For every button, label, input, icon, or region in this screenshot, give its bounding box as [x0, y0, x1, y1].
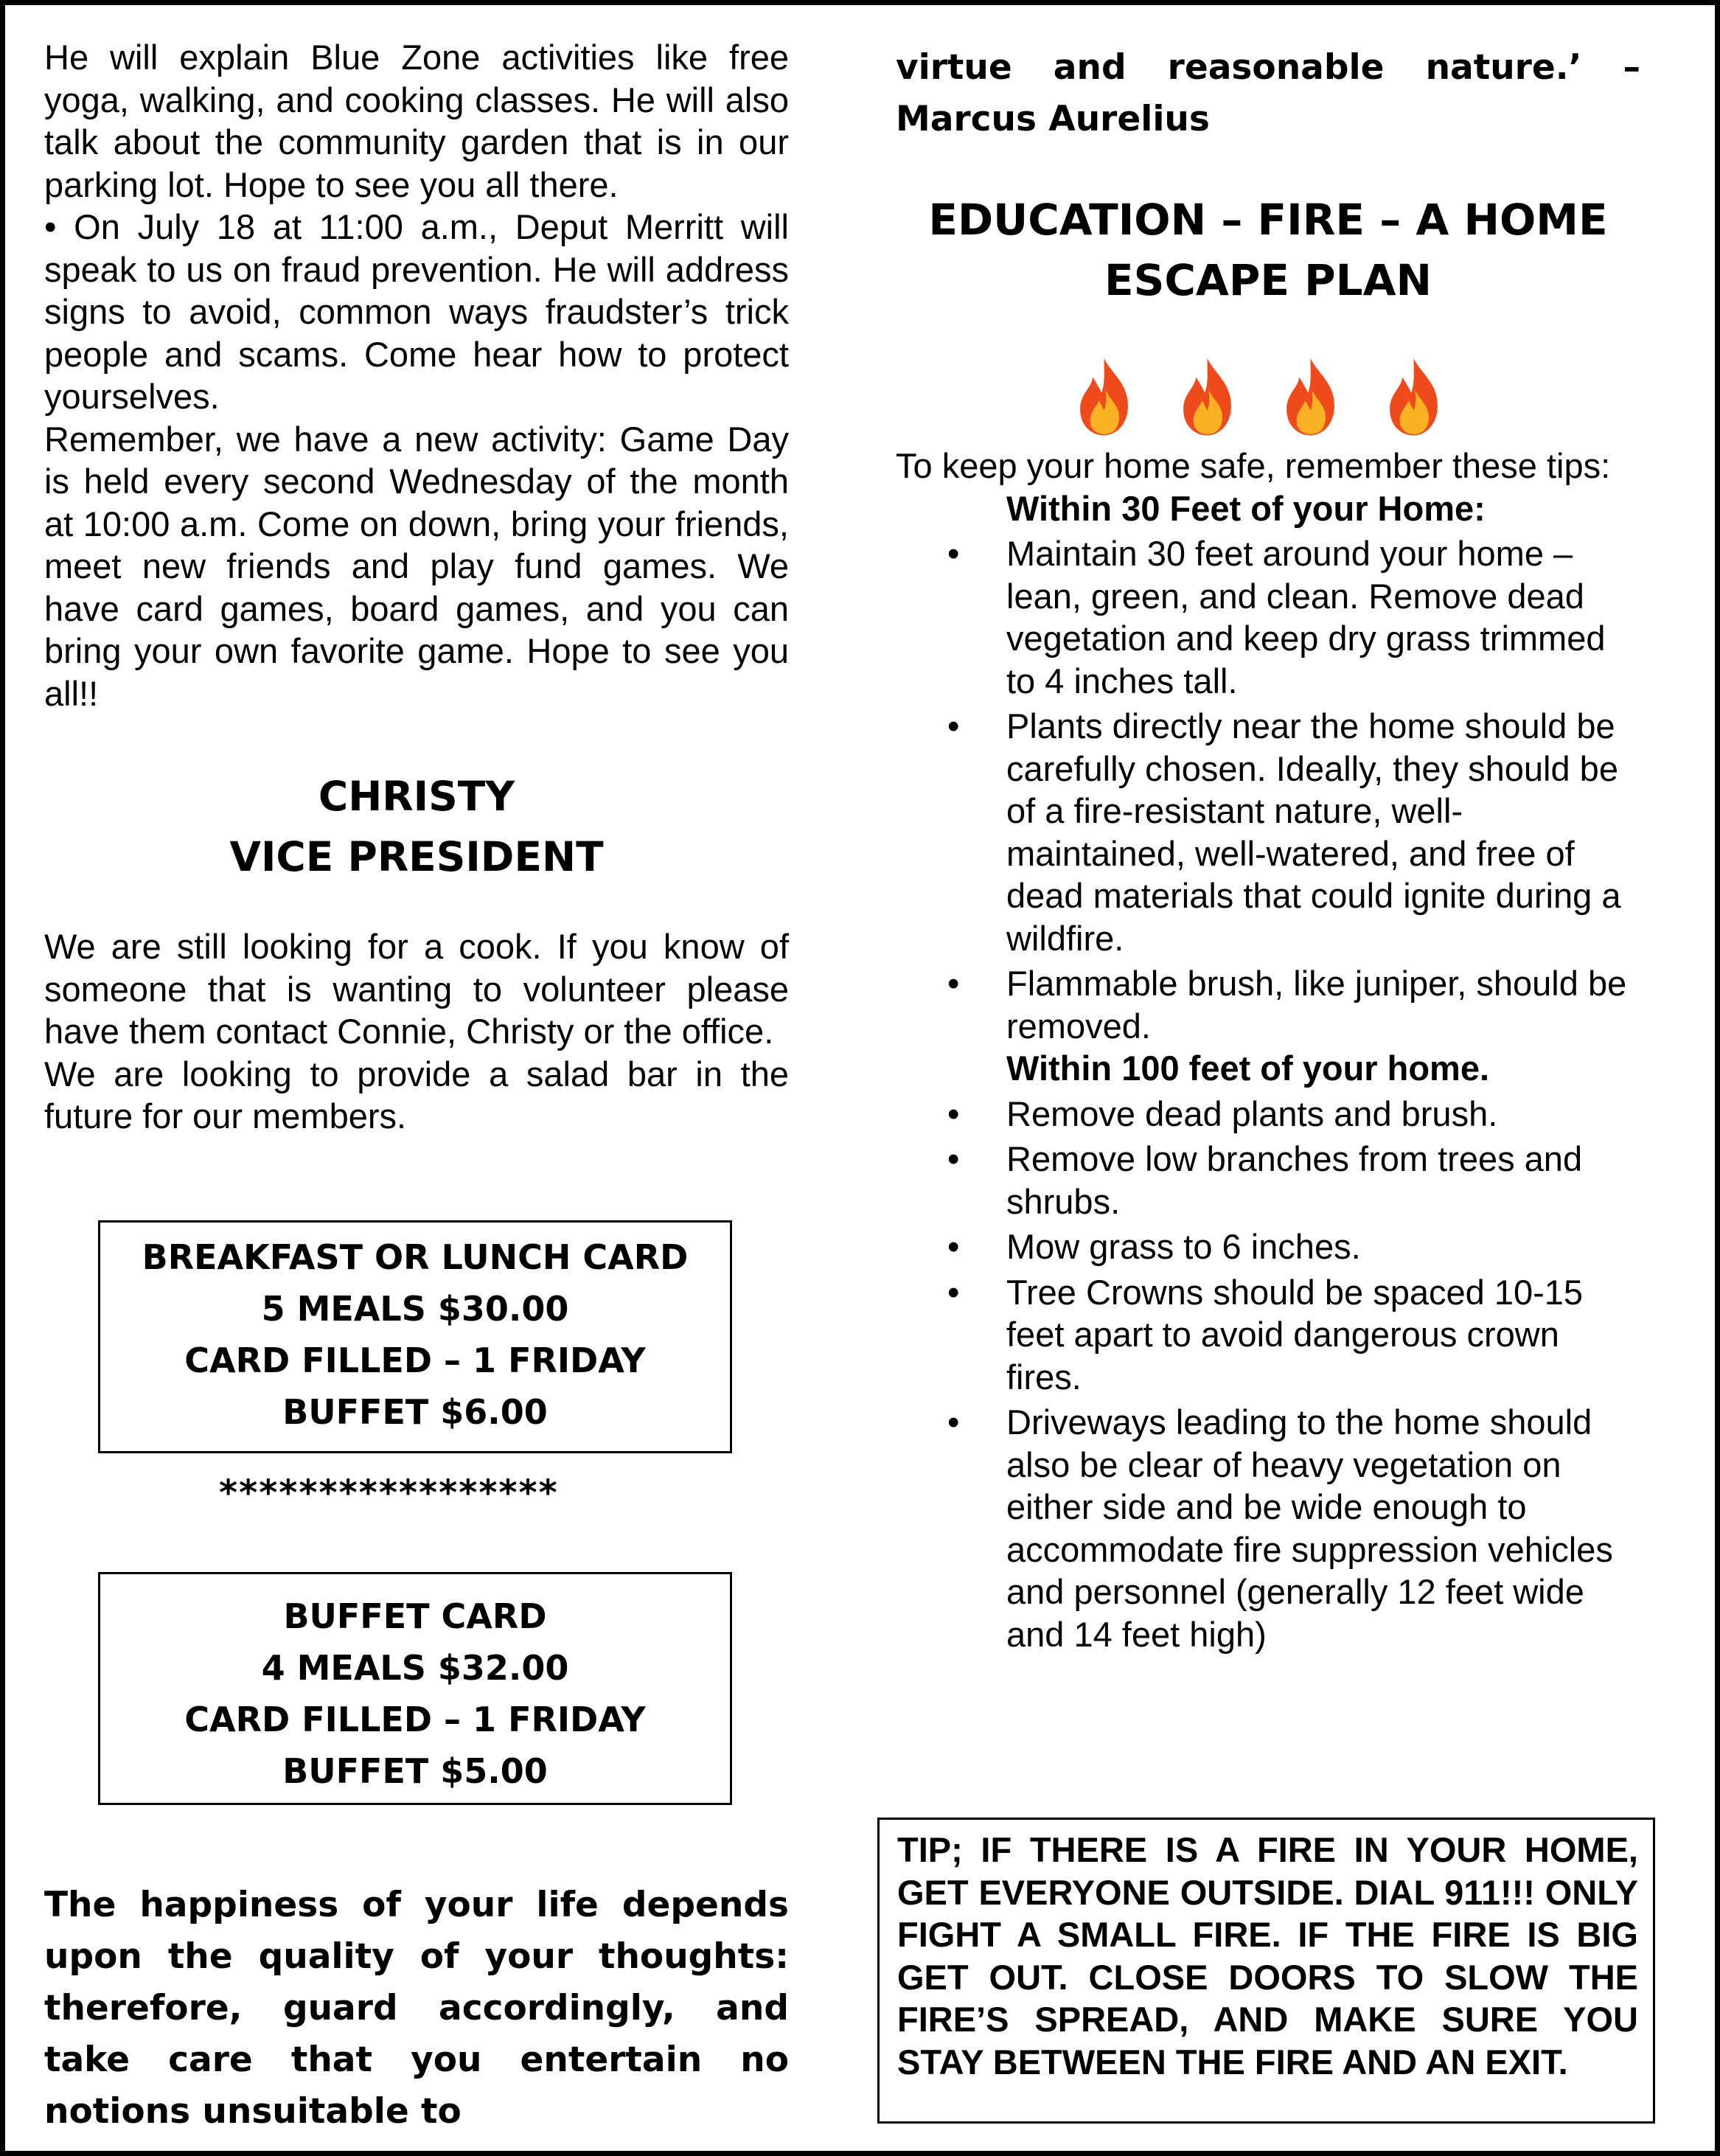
tips-100-list — [896, 1093, 1640, 1656]
fire-tip-box — [877, 1818, 1655, 2124]
flame-icon-row — [1073, 355, 1640, 437]
salad-bar-paragraph: We are looking to provide a salad bar in the future for our members. — [44, 1054, 789, 1136]
card-meals: 5 MEALS $30.00 — [261, 1289, 569, 1329]
card-filled: CARD FILLED – 1 FRIDAY — [184, 1340, 646, 1380]
list-item — [896, 532, 1640, 702]
list-item — [896, 1271, 1640, 1399]
within-30-feet-heading: Within 30 Feet of your Home: — [1006, 488, 1486, 528]
tip-text: Tree Crowns should be spaced 10-15 feet apart to avoid dangerous crown fires. — [1006, 1272, 1584, 1397]
buffet-card-box — [98, 1572, 732, 1805]
marcus-aurelius-quote: The happiness of your life depends upon the quality of your thoughts: therefore, guard accordingly, and take care that you entertain no notions unsuitable to — [44, 1885, 789, 2132]
tip-text: Mow grass to 6 inches. — [1006, 1227, 1361, 1266]
fire-icon — [1279, 355, 1342, 437]
left-column — [44, 36, 789, 1138]
breakfast-lunch-card-box — [98, 1220, 732, 1453]
escape-plan-heading: ESCAPE PLAN — [1104, 255, 1432, 305]
card-buffet: BUFFET $6.00 — [282, 1392, 548, 1432]
bullet-icon: • — [947, 1272, 960, 1312]
within-100-feet-heading: Within 100 feet of your home. — [1006, 1049, 1490, 1088]
card-buffet: BUFFET $5.00 — [282, 1751, 548, 1791]
tip-text: Plants directly near the home should be carefully chosen. Ideally, they should be of a fire-resistant nature, well-maintained, well-watered, and free of dead materials that could ignite during a wildfire. — [1006, 706, 1621, 958]
card-meals: 4 MEALS $32.00 — [261, 1648, 569, 1688]
game-day-paragraph: Remember, we have a new activity: Game Day is held every second Wednesday of the month at 10:00 a.m. Come on down, bring your friends, meet new friends and play fund games. We have card games, board games, and you can bring your own favorite game. Hope to see you all!! — [44, 419, 789, 713]
list-item — [896, 1225, 1640, 1268]
fire-icon — [1176, 355, 1239, 437]
bullet-icon: • — [947, 1402, 960, 1442]
stars-divider: ***************** — [219, 1472, 559, 1514]
card-title: BREAKFAST OR LUNCH CARD — [142, 1237, 689, 1277]
fire-tip-text: TIP; IF THERE IS A FIRE IN YOUR HOME, GET EVERYONE OUTSIDE. DIAL 911!!! ONLY FIGHT A SMALL FIRE. IF THE FIRE IS BIG GET OUT. CLOSE DOORS TO SLOW THE FIRE’S SPREAD, AND MAKE SURE YOU STAY BETWEEN THE FIRE AND AN EXIT. — [897, 1830, 1638, 2082]
card-filled: CARD FILLED – 1 FRIDAY — [184, 1700, 646, 1739]
vp-title-heading: VICE PRESIDENT — [229, 833, 604, 880]
list-item — [896, 1093, 1640, 1136]
list-item — [896, 705, 1640, 959]
bullet-icon: • — [947, 1093, 960, 1133]
right-column — [896, 42, 1640, 1655]
card-title: BUFFET CARD — [283, 1596, 547, 1636]
list-item — [896, 1138, 1640, 1223]
tips-30-list — [896, 532, 1640, 1047]
fire-education-heading: EDUCATION – FIRE – A HOME — [928, 195, 1608, 245]
tip-text: Driveways leading to the home should also be clear of heavy vegetation on either side and be wide enough to accommodate fire suppression vehicles and personnel (generally 12 feet wide and 14 feet high) — [1006, 1402, 1613, 1654]
fraud-bullet-paragraph: • On July 18 at 11:00 a.m., Deput Merritt will speak to us on fraud prevention. He will address signs to avoid, common ways fraudster’s trick people and scams. Come hear how to protect yourselves. — [44, 207, 789, 416]
bullet-icon: • — [947, 964, 960, 1003]
bullet-icon: • — [947, 706, 960, 745]
bullet-icon: • — [947, 1139, 960, 1178]
quote-continuation: virtue and reasonable nature.’ – Marcus Aurelius — [896, 47, 1640, 139]
fire-tips-intro: To keep your home safe, remember these tips: — [896, 446, 1611, 485]
list-item — [896, 1401, 1640, 1655]
fire-icon — [1382, 355, 1445, 437]
bullet-icon: • — [947, 1227, 960, 1266]
cook-paragraph: We are still looking for a cook. If you know of someone that is wanting to volunteer please have them contact Connie, Christy or the office. — [44, 927, 789, 1051]
tip-text: Maintain 30 feet around your home – lean, green, and clean. Remove dead vegetation and keep dry grass trimmed to 4 inches tall. — [1006, 534, 1606, 700]
tip-text: Remove low branches from trees and shrubs. — [1006, 1139, 1583, 1221]
vp-name-heading: CHRISTY — [318, 773, 515, 820]
tip-text: Remove dead plants and brush. — [1006, 1093, 1498, 1133]
list-item — [896, 962, 1640, 1047]
blue-zone-paragraph: He will explain Blue Zone activities like free yoga, walking, and cooking classes. He will also talk about the community garden that is in our parking lot. Hope to see you all there. — [44, 38, 789, 204]
fire-icon — [1073, 355, 1135, 437]
bullet-icon: • — [947, 534, 960, 573]
tip-text: Flammable brush, like juniper, should be removed. — [1006, 964, 1627, 1046]
